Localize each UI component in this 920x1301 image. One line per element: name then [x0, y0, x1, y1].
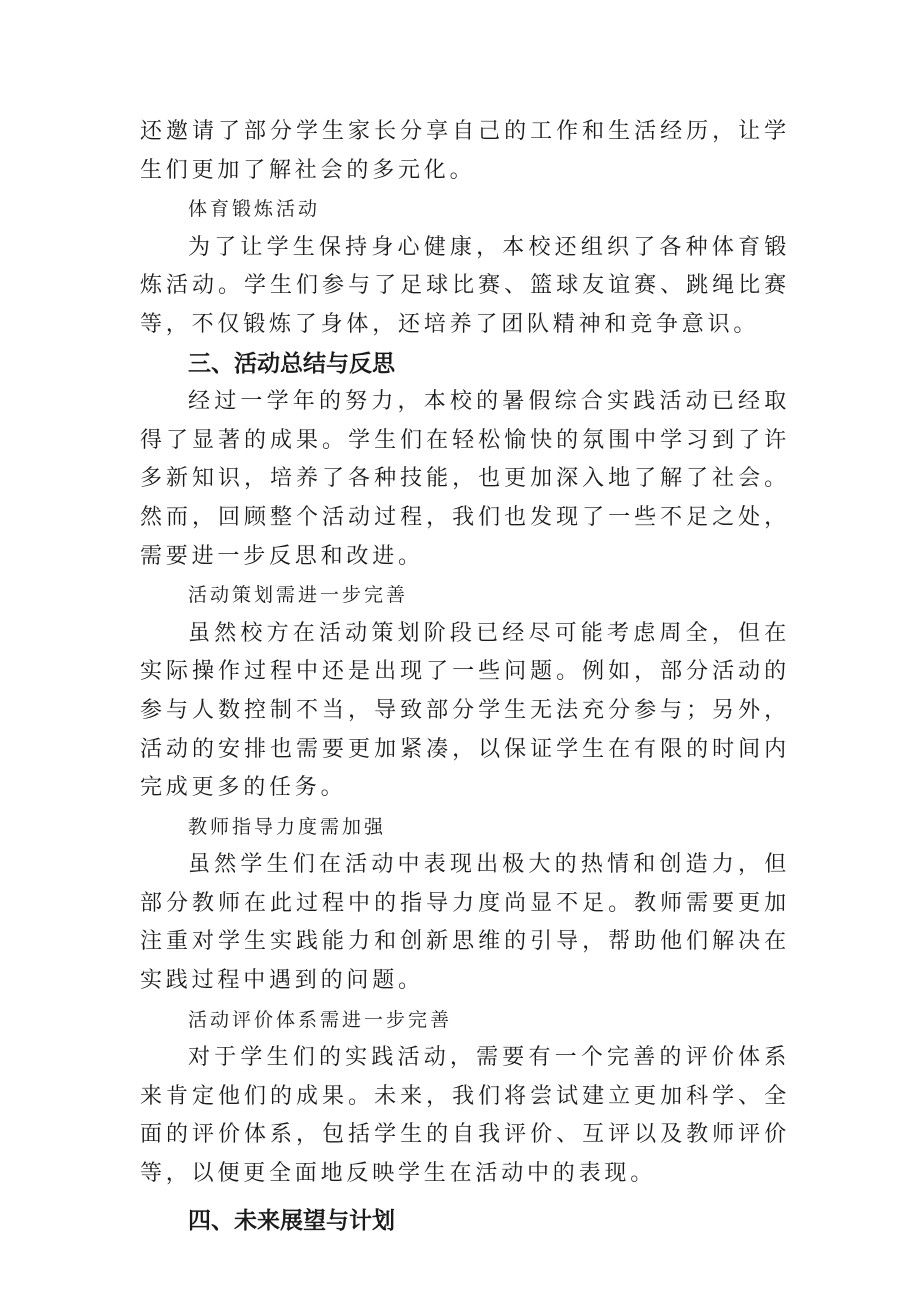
subheading-evaluation-system: 活动评价体系需进一步完善 [188, 1008, 453, 1031]
subheading-teacher-guidance: 教师指导力度需加强 [188, 815, 387, 838]
paragraph: 对于学生们的实践活动，需要有一个完善的评价体系来肯定他们的成果。未来，我们将尝试建立更加科学、全面的评价体系，包括学生的自我评价、互评以及教师评价等，以便更全面地反映学生在活动中的表现。 [140, 1045, 790, 1187]
paragraph: 经过一学年的努力，本校的暑假综合实践活动已经取得了显著的成果。学生们在轻松愉快的氛围中学习到了许多新知识，培养了各种技能，也更加深入地了解了社会。然而，回顾整个活动过程，我们也发现了一些不足之处，需要进一步反思和改进。 [140, 389, 790, 569]
document-body [140, 113, 790, 1240]
section-heading-future: 四、未来展望与计划 [188, 1207, 395, 1234]
subheading-planning: 活动策划需进一步完善 [188, 584, 409, 607]
paragraph: 虽然学生们在活动中表现出极大的热情和创造力，但部分教师在此过程中的指导力度尚显不足。教师需要更加注重对学生实践能力和创新思维的引导，帮助他们解决在实践过程中遇到的问题。 [140, 852, 790, 994]
paragraph-continued: 还邀请了部分学生家长分享自己的工作和生活经历，让学生们更加了解社会的多元化。 [140, 119, 790, 183]
paragraph: 为了让学生保持身心健康，本校还组织了各种体育锻炼活动。学生们参与了足球比赛、篮球友谊赛、跳绳比赛等，不仅锻炼了身体，还培养了团队精神和竞争意识。 [140, 234, 790, 337]
paragraph: 虽然校方在活动策划阶段已经尽可能考虑周全，但在实际操作过程中还是出现了一些问题。例如，部分活动的参与人数控制不当，导致部分学生无法充分参与；另外，活动的安排也需要更加紧凑，以保证学生在有限的时间内完成更多的任务。 [140, 620, 790, 801]
section-heading-summary: 三、活动总结与反思 [188, 350, 395, 377]
subheading-sports-activities: 体育锻炼活动 [188, 198, 321, 221]
